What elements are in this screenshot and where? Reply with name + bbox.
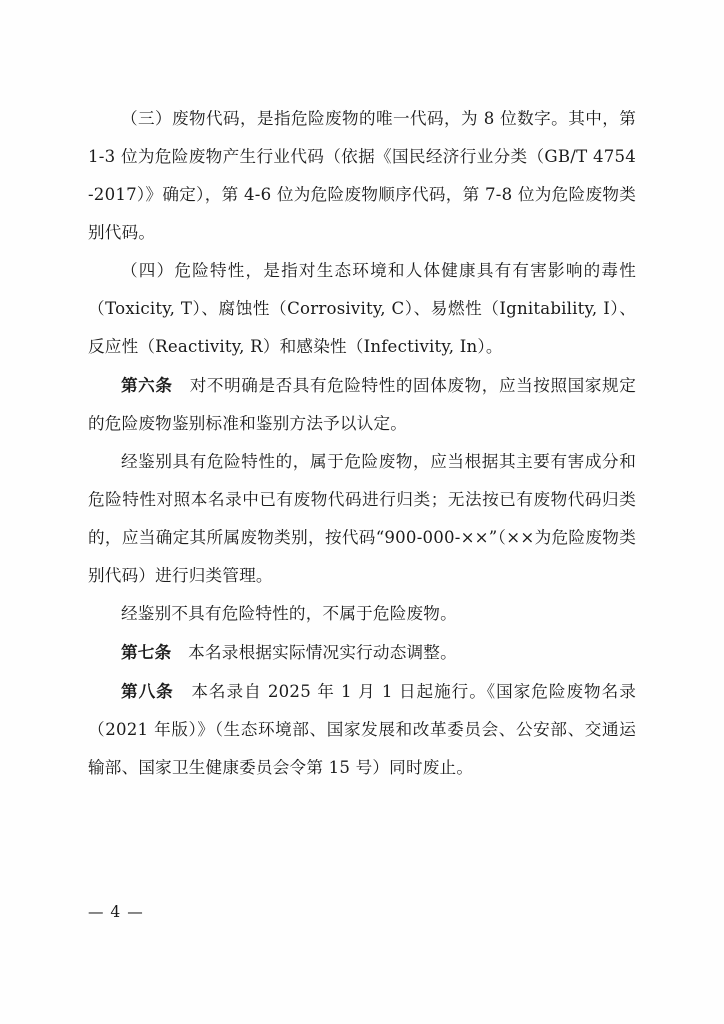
article-label-seven: 第七条 <box>121 642 172 662</box>
paragraph-article-six-third <box>88 595 636 633</box>
paragraph-item-three <box>88 100 636 252</box>
paragraph-article-seven <box>88 633 636 672</box>
paragraph-text: 本名录根据实际情况实行动态调整。 <box>171 643 457 662</box>
page-footer <box>0 903 724 921</box>
paragraph-text: （三）废物代码，是指危险废物的唯一代码，为 8 位数字。其中，第 1-3 位为危险废物产生行业代码（依据《国民经济行业分类（GB/T 4754-2017）》确定），第 4-6 位为危险废物顺序代码，第 7-8 位为危险废物类别代码。 <box>88 109 636 242</box>
article-label-eight: 第八条 <box>121 681 174 701</box>
paragraph-text: 经鉴别具有危险特性的，属于危险废物，应当根据其主要有害成分和危险特性对照本名录中已有废物代码进行归类；无法按已有废物代码归类的，应当确定其所属废物类别，按代码“900-000-××”（××为危险废物类别代码）进行归类管理。 <box>88 452 636 585</box>
paragraph-article-six-second <box>88 443 636 595</box>
paragraph-item-four <box>88 252 636 366</box>
document-body <box>88 100 636 787</box>
paragraph-article-six <box>88 366 636 443</box>
paragraph-text: 本名录自 2025 年 1 月 1 日起施行。《国家危险废物名录（2021 年版）》（生态环境部、国家发展和改革委员会、公安部、交通运输部、国家卫生健康委员会令第 15 号）同时废止。 <box>88 682 636 777</box>
paragraph-text: 对不明确是否具有危险特性的固体废物，应当按照国家规定的危险废物鉴别标准和鉴别方法予以认定。 <box>88 376 636 433</box>
paragraph-text: （四）危险特性，是指对生态环境和人体健康具有有害影响的毒性（Toxicity, T）、腐蚀性（Corrosivity, C）、易燃性（Ignitability, I）、反应性（Reactivity, R）和感染性（Infectivity, In）。 <box>88 261 636 356</box>
paragraph-article-eight <box>88 672 636 787</box>
page-number: — 4 — <box>88 903 144 921</box>
paragraph-text: 经鉴别不具有危险特性的，不属于危险废物。 <box>121 604 457 623</box>
article-label-six: 第六条 <box>121 375 173 395</box>
